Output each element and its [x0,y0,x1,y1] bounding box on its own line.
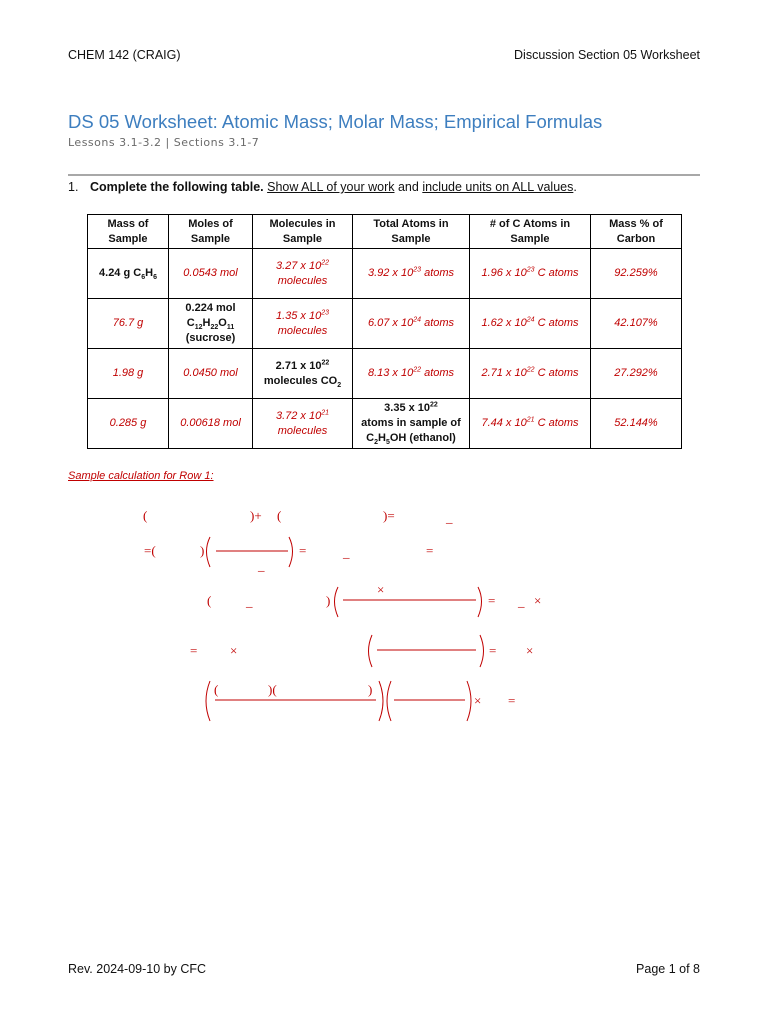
cell-c-atoms: 1.62 x $10^{24}$ C atoms [470,299,591,349]
calc-paren: )( [268,682,277,697]
calc-paren: )= [383,508,395,523]
data-table [87,214,682,449]
calc-times: × [377,582,385,597]
question-and: and [394,180,423,194]
calc-eq: = [488,593,496,608]
calc-big-paren [335,587,339,617]
calc-times: × [534,593,542,608]
calc-big-paren [206,681,210,721]
cell-moles: 0.0450 mol [169,349,253,399]
table-header-row [88,215,682,249]
table-row [88,299,682,349]
calc-big-paren [207,537,211,567]
question-number: 1. [68,180,79,194]
worksheet-header: Discussion Section 05 Worksheet [514,48,700,62]
cell-molecules: 3.27 x $10^{22}$ molecules [253,249,353,299]
page-title: DS 05 Worksheet: Atomic Mass; Molar Mass; Empirical Formulas [68,111,603,132]
calc-big-paren [369,635,373,667]
cell-moles: 0.224 mol $C_{12}H_{22}O_{11}$ (sucrose) [169,299,253,349]
calc-paren: ( [207,593,212,608]
calc-eq: =( [144,543,156,558]
header-total-atoms: Total Atoms in Sample [353,215,470,249]
calc-paren: ) [368,682,373,697]
calc-eq: = [299,543,307,558]
cell-mass: 4.24 g $C_6H_6$ [88,249,169,299]
cell-mass-percent: 42.107% [591,299,682,349]
cell-mass: 76.7 g [88,299,169,349]
table-row [88,399,682,449]
calc-big-paren [379,681,383,721]
calc-eq: = [489,643,497,658]
calc-eq: = [190,643,198,658]
cell-molecules: 3.72 x $10^{21}$ molecules [253,399,353,449]
cell-c-atoms: 1.96 x $10^{23}$ C atoms [470,249,591,299]
question-show-work: Show ALL of your work [267,180,395,194]
calc-big-paren [480,635,484,667]
cell-mass: 0.285 g [88,399,169,449]
question-instruction: Complete the following table. [90,180,264,194]
calc-big-paren [387,681,391,721]
cell-total-atoms: 3.92 x $10^{23}$ atoms [353,249,470,299]
calc-paren: ( [143,508,148,523]
table-row [88,249,682,299]
calc-eq: = [426,543,434,558]
calc-blank: _ [446,510,453,525]
question-units: include units on ALL values [422,180,574,194]
calc-blank: _ [343,545,350,560]
header-c-atoms: # of C Atoms in Sample [470,215,591,249]
cell-c-atoms: 2.71 x $10^{22}$ C atoms [470,349,591,399]
title-divider [68,174,700,176]
header-mass-percent: Mass % of Carbon [591,215,682,249]
header-molecules: Molecules in Sample [253,215,353,249]
calc-paren: ) [200,543,205,558]
calc-big-paren [467,681,471,721]
cell-mass-percent: 52.144% [591,399,682,449]
calc-times: × [526,643,534,658]
cell-molecules: 2.71 x $10^{22}$ molecules $CO_2$ [253,349,353,399]
cell-mass-percent: 27.292% [591,349,682,399]
table-row [88,349,682,399]
cell-mass-percent: 92.259% [591,249,682,299]
calc-paren: ) [326,593,331,608]
page-subtitle: Lessons 3.1-3.2 | Sections 3.1-7 [68,136,260,149]
calc-paren: ( [214,682,219,697]
calc-times: × [230,643,238,658]
cell-moles: 0.00618 mol [169,399,253,449]
question-1 [68,180,577,194]
page-number: Page 1 of 8 [636,962,700,976]
calc-big-paren [289,537,293,567]
header-mass: Mass of Sample [88,215,169,249]
cell-mass: 1.98 g [88,349,169,399]
sample-calculation-work [0,495,768,755]
course-header: CHEM 142 (CRAIG) [68,48,181,62]
calc-paren: )+ [250,508,262,523]
calc-blank: _ [246,594,253,609]
question-period: . [573,180,577,194]
sample-calculation-label: Sample calculation for Row 1: [68,470,214,482]
cell-c-atoms: 7.44 x $10^{21}$ C atoms [470,399,591,449]
cell-total-atoms: 3.35 x $10^{22}$ atoms in sample of $C_2H_5OH$ (ethanol) [353,399,470,449]
calc-times: × [474,693,482,708]
cell-moles: 0.0543 mol [169,249,253,299]
calc-blank: _ [258,558,265,573]
revision-footer: Rev. 2024-09-10 by CFC [68,962,207,976]
calc-paren: ( [277,508,282,523]
calc-eq: = [508,693,516,708]
cell-molecules: 1.35 x $10^{23}$ molecules [253,299,353,349]
calc-big-paren [478,587,482,617]
header-moles: Moles of Sample [169,215,253,249]
calc-blank: _ [518,594,525,609]
cell-total-atoms: 6.07 x $10^{24}$ atoms [353,299,470,349]
cell-total-atoms: 8.13 x $10^{22}$ atoms [353,349,470,399]
